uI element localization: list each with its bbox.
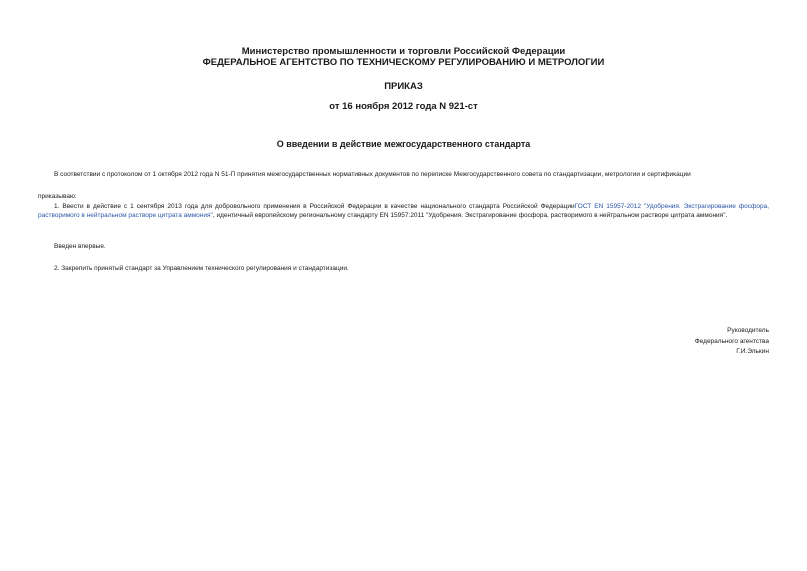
document-header [38, 46, 769, 68]
order-word: приказываю: [38, 193, 77, 200]
signature-position-line2: Федерального агентства [694, 337, 769, 345]
gost-standard-link[interactable]: ГОСТ EN 15957-2012 "Удобрения. Экстрагирование фосфора, растворимого в нейтральном растворе цитрата аммония" [38, 203, 769, 220]
order-date: от 16 ноября 2012 года N 921-ст [329, 101, 478, 112]
item-1-text-after: , идентичный европейскому региональному стандарту EN 15957:2011 "Удобрения. Экстрагирование фосфора, растворимого в нейтральном растворе цитрата аммония". [212, 212, 728, 220]
ministry-name: Министерство промышленности и торговли Российской Федерации [241, 46, 566, 57]
signature-position-line1: Руководитель [727, 327, 769, 334]
signature-block [695, 326, 769, 358]
item-2-paragraph: 2. Закрепить принятый стандарт за Управлением технического регулирования и стандартизации. [54, 265, 349, 272]
order-subject: О введении в действие межгосударственного стандарта [276, 139, 531, 149]
introduced-first-paragraph: Введен впервые. [54, 243, 106, 250]
order-title: ПРИКАЗ [384, 81, 423, 92]
item-1-text-before: 1. Ввести в действие с 1 сентября 2013 года для добровольного применения в Российской Федерации в качестве национального стандарта Российской Федерации [54, 203, 575, 210]
signature-name: Г.И.Элькин [736, 348, 769, 355]
agency-name: ФЕДЕРАЛЬНОЕ АГЕНТСТВО ПО ТЕХНИЧЕСКОМУ РЕГУЛИРОВАНИЮ И МЕТРОЛОГИИ [202, 57, 605, 68]
item-1-paragraph [38, 202, 769, 220]
document-page [38, 0, 769, 571]
intro-paragraph: В соответствии с протоколом от 1 октября 2012 года N 51-П принятия межгосударственных нормативных документов по переписке Межгосударственного совета по стандартизации, метрологии и сертификации [54, 171, 691, 178]
